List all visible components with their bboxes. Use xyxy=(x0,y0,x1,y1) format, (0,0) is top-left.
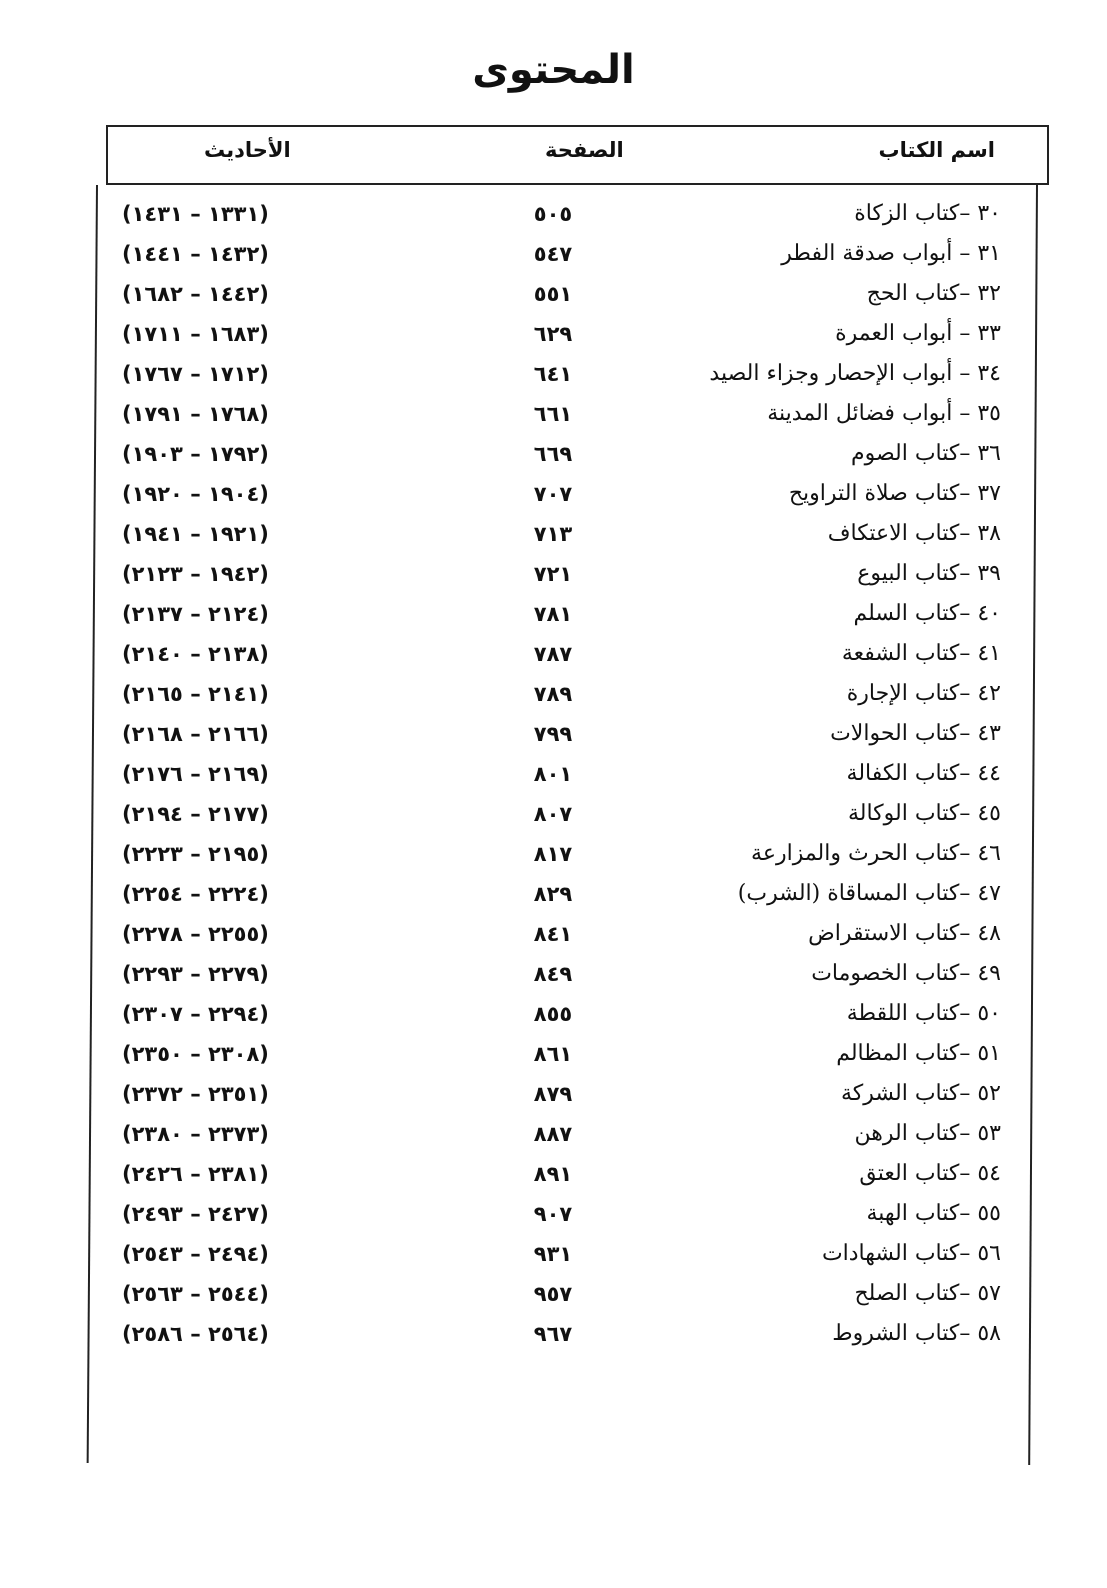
table-row xyxy=(0,194,1107,234)
hadith-range-cell: (٢٤٢٧ – ٢٤٩٣) xyxy=(122,1202,269,1226)
page-number-cell: ٩٦٧ xyxy=(533,1322,573,1346)
hadith-range-cell: (٢١٢٤ – ٢١٣٧) xyxy=(122,602,269,626)
book-name-cell: ٤١ –كتاب الشفعة xyxy=(841,641,1001,666)
book-name-cell: ٥٥ –كتاب الهبة xyxy=(866,1201,1001,1226)
page-number-cell: ٦٢٩ xyxy=(533,322,573,346)
page-number-cell: ٥٥١ xyxy=(533,282,573,306)
hadith-range-cell: (٢٥٦٤ – ٢٥٨٦) xyxy=(122,1322,269,1346)
table-row xyxy=(0,594,1107,634)
hadith-range-cell: (٢١٦٦ – ٢١٦٨) xyxy=(122,722,269,746)
table-row xyxy=(0,994,1107,1034)
page-number-cell: ٧٨٧ xyxy=(533,642,573,666)
hadith-range-cell: (١٧٦٨ – ١٧٩١) xyxy=(122,402,269,426)
page-title: المحتوى xyxy=(472,47,635,93)
book-name-cell: ٣٦ –كتاب الصوم xyxy=(850,441,1001,466)
table-header-divider xyxy=(106,183,1049,185)
book-name-cell: ٤٤ –كتاب الكفالة xyxy=(846,761,1001,786)
hadith-range-cell: (١٩٠٤ – ١٩٢٠) xyxy=(122,482,269,506)
book-name-cell: ٥٣ –كتاب الرهن xyxy=(854,1121,1001,1146)
table-row xyxy=(0,1314,1107,1354)
hadith-range-cell: (٢٢٧٩ – ٢٢٩٣) xyxy=(122,962,269,986)
page-number-cell: ٥٠٥ xyxy=(533,202,573,226)
book-name-cell: ٣١ – أبواب صدقة الفطر xyxy=(781,241,1001,266)
table-row xyxy=(0,794,1107,834)
book-name-cell: ٤٧ –كتاب المساقاة (الشرب) xyxy=(737,881,1001,906)
page-number-cell: ٩٠٧ xyxy=(533,1202,573,1226)
book-name-cell: ٤٣ –كتاب الحوالات xyxy=(830,721,1001,746)
book-name-cell: ٥٢ –كتاب الشركة xyxy=(840,1081,1001,1106)
table-row xyxy=(0,914,1107,954)
table-row xyxy=(0,754,1107,794)
hadith-range-cell: (٢٢٩٤ – ٢٣٠٧) xyxy=(122,1002,269,1026)
page-number-cell: ٨٠٧ xyxy=(533,802,573,826)
hadith-range-cell: (١٤٤٢ – ١٦٨٢) xyxy=(122,282,269,306)
page-number-cell: ٧٨٩ xyxy=(533,682,573,706)
column-header-book-name: اسم الكتاب xyxy=(878,138,995,162)
table-row xyxy=(0,474,1107,514)
hadith-range-cell: (٢١٣٨ – ٢١٤٠) xyxy=(122,642,269,666)
hadith-range-cell: (٢٢٢٤ – ٢٢٥٤) xyxy=(122,882,269,906)
book-name-cell: ٥٤ –كتاب العتق xyxy=(859,1161,1001,1186)
page-number-cell: ٨٠١ xyxy=(533,762,573,786)
page-number-cell: ٨٨٧ xyxy=(533,1122,573,1146)
hadith-range-cell: (٢٣٥١ – ٢٣٧٢) xyxy=(122,1082,269,1106)
contents-table-body xyxy=(0,194,1107,1354)
page-number-cell: ٨٤٩ xyxy=(533,962,573,986)
page-number-cell: ٩٥٧ xyxy=(533,1282,573,1306)
column-header-page: الصفحة xyxy=(545,138,624,162)
table-row xyxy=(0,1234,1107,1274)
page-number-cell: ٦٦١ xyxy=(533,402,573,426)
page-number-cell: ٧٩٩ xyxy=(533,722,573,746)
table-row xyxy=(0,514,1107,554)
table-row xyxy=(0,434,1107,474)
table-row xyxy=(0,714,1107,754)
book-name-cell: ٣٧ –كتاب صلاة التراويح xyxy=(788,481,1001,506)
table-row xyxy=(0,1274,1107,1314)
hadith-range-cell: (٢٣٧٣ – ٢٣٨٠) xyxy=(122,1122,269,1146)
hadith-range-cell: (٢١٩٥ – ٢٢٢٣) xyxy=(122,842,269,866)
book-name-cell: ٣٤ – أبواب الإحصار وجزاء الصيد xyxy=(709,361,1001,386)
hadith-range-cell: (١٧٩٢ – ١٩٠٣) xyxy=(122,442,269,466)
page-number-cell: ٨١٧ xyxy=(533,842,573,866)
book-name-cell: ٣٩ –كتاب البيوع xyxy=(857,561,1001,586)
table-row xyxy=(0,1074,1107,1114)
hadith-range-cell: (٢٤٩٤ – ٢٥٤٣) xyxy=(122,1242,269,1266)
book-name-cell: ٤٠ –كتاب السلم xyxy=(853,601,1001,626)
page-number-cell: ٦٦٩ xyxy=(533,442,573,466)
hadith-range-cell: (١٩٤٢ – ٢١٢٣) xyxy=(122,562,269,586)
hadith-range-cell: (١٩٢١ – ١٩٤١) xyxy=(122,522,269,546)
hadith-range-cell: (٢١٤١ – ٢١٦٥) xyxy=(122,682,269,706)
hadith-range-cell: (٢٣٨١ – ٢٤٢٦) xyxy=(122,1162,269,1186)
table-row xyxy=(0,874,1107,914)
table-row xyxy=(0,834,1107,874)
book-name-cell: ٣٢ –كتاب الحج xyxy=(866,281,1001,306)
page-number-cell: ٨٧٩ xyxy=(533,1082,573,1106)
page-number-cell: ٧٠٧ xyxy=(533,482,573,506)
book-name-cell: ٣٨ –كتاب الاعتكاف xyxy=(827,521,1001,546)
table-row xyxy=(0,1154,1107,1194)
page-number-cell: ٧٨١ xyxy=(533,602,573,626)
book-name-cell: ٣٥ – أبواب فضائل المدينة xyxy=(767,401,1001,426)
book-name-cell: ٥١ –كتاب المظالم xyxy=(836,1041,1001,1066)
book-name-cell: ٥٧ –كتاب الصلح xyxy=(854,1281,1001,1306)
table-row xyxy=(0,554,1107,594)
table-row xyxy=(0,314,1107,354)
page-number-cell: ٩٣١ xyxy=(533,1242,573,1266)
column-header-hadiths: الأحاديث xyxy=(204,138,291,162)
book-name-cell: ٤٩ –كتاب الخصومات xyxy=(811,961,1001,986)
hadith-range-cell: (٢١٦٩ – ٢١٧٦) xyxy=(122,762,269,786)
table-row xyxy=(0,634,1107,674)
page-number-cell: ٨٤١ xyxy=(533,922,573,946)
table-top-border xyxy=(106,125,1049,127)
table-row xyxy=(0,1114,1107,1154)
book-name-cell: ٤٢ –كتاب الإجارة xyxy=(846,681,1001,706)
table-row xyxy=(0,1194,1107,1234)
hadith-range-cell: (١٦٨٣ – ١٧١١) xyxy=(122,322,269,346)
book-name-cell: ٤٥ –كتاب الوكالة xyxy=(847,801,1001,826)
page-number-cell: ٨٥٥ xyxy=(533,1002,573,1026)
hadith-range-cell: (١٧١٢ – ١٧٦٧) xyxy=(122,362,269,386)
hadith-range-cell: (٢٣٠٨ – ٢٣٥٠) xyxy=(122,1042,269,1066)
page-number-cell: ٦٤١ xyxy=(533,362,573,386)
book-name-cell: ٣٣ – أبواب العمرة xyxy=(835,321,1001,346)
table-row xyxy=(0,1034,1107,1074)
page-number-cell: ٨٦١ xyxy=(533,1042,573,1066)
page-number-cell: ٥٤٧ xyxy=(533,242,573,266)
hadith-range-cell: (٢٥٤٤ – ٢٥٦٣) xyxy=(122,1282,269,1306)
book-name-cell: ٤٨ –كتاب الاستقراض xyxy=(808,921,1001,946)
hadith-range-cell: (٢٢٥٥ – ٢٢٧٨) xyxy=(122,922,269,946)
table-right-border-header xyxy=(1047,125,1049,185)
hadith-range-cell: (٢١٧٧ – ٢١٩٤) xyxy=(122,802,269,826)
hadith-range-cell: (١٣٣١ – ١٤٣١) xyxy=(122,202,269,226)
book-name-cell: ٥٦ –كتاب الشهادات xyxy=(821,1241,1001,1266)
table-row xyxy=(0,274,1107,314)
table-row xyxy=(0,234,1107,274)
page-number-cell: ٧٢١ xyxy=(533,562,573,586)
book-name-cell: ٣٠ –كتاب الزكاة xyxy=(854,201,1001,226)
table-left-border-header xyxy=(106,125,108,185)
hadith-range-cell: (١٤٣٢ – ١٤٤١) xyxy=(122,242,269,266)
page-number-cell: ٧١٣ xyxy=(533,522,573,546)
book-name-cell: ٤٦ –كتاب الحرث والمزارعة xyxy=(751,841,1001,866)
book-name-cell: ٥٨ –كتاب الشروط xyxy=(832,1321,1001,1346)
table-row xyxy=(0,394,1107,434)
page-number-cell: ٨٩١ xyxy=(533,1162,573,1186)
page-number-cell: ٨٢٩ xyxy=(533,882,573,906)
table-row xyxy=(0,354,1107,394)
book-name-cell: ٥٠ –كتاب اللقطة xyxy=(846,1001,1001,1026)
table-row xyxy=(0,674,1107,714)
table-row xyxy=(0,954,1107,994)
